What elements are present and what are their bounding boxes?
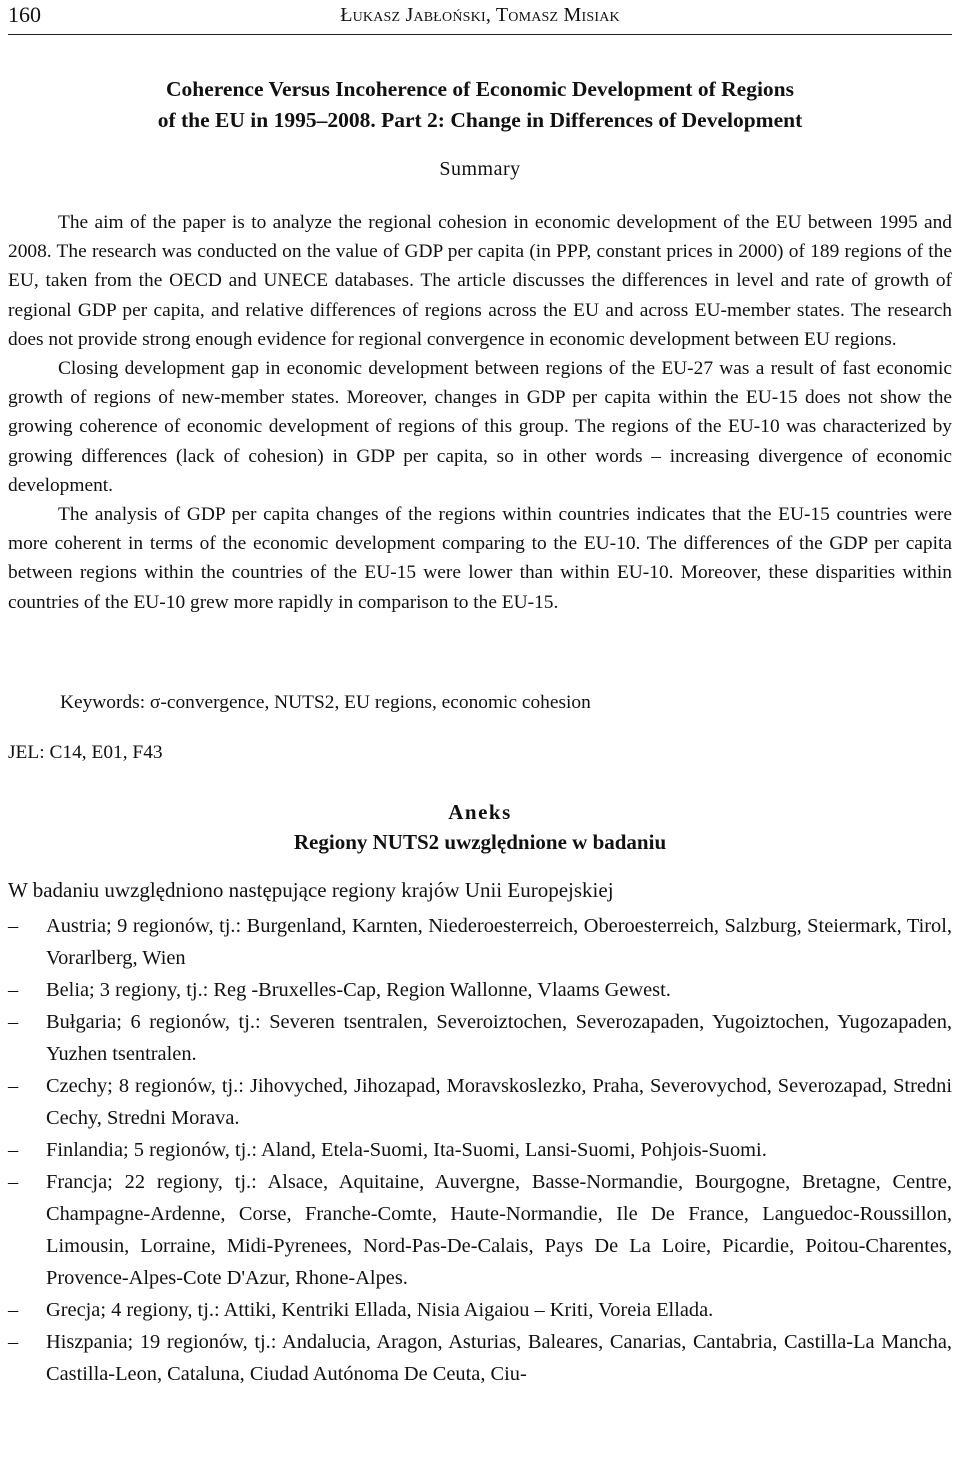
abstract [8,208,952,617]
list-item [8,1006,952,1070]
annex-intro: W badaniu uwzględniono następujące regiony krajów Unii Europejskiej [8,878,614,902]
paper-title [8,74,952,136]
region-list [8,910,952,1390]
list-item [8,1134,952,1166]
dash-bullet: – [8,1075,19,1097]
dash-bullet: – [8,1331,19,1353]
list-item-text: Czechy; 8 regionów, tj.: Jihovyched, Jihozapad, Moravskoslezko, Praha, Severovychod, Severozapad, Stredni Cechy, Stredni Morava. [46,1075,952,1129]
summary-heading: Summary [439,158,521,180]
list-item [8,974,952,1006]
dash-bullet: – [8,1299,19,1321]
list-item [8,1294,952,1326]
abstract-paragraph: The aim of the paper is to analyze the regional cohesion in economic development of the EU between 1995 and 2008. The research was conducted on the value of GDP per capita (in PPP, constant prices in 2000) of 189 regions of the EU, taken from the OECD and UNECE databases. The article discusses the differences in level and rate of growth of regional GDP per capita, and relative differences of regions across the EU and across EU-member states. The research does not provide strong enough evidence for regional convergence in economic development between EU regions. [8,212,952,350]
title-line: of the EU in 1995–2008. Part 2: Change in Differences of Development [157,108,803,132]
dash-bullet: – [8,1139,19,1161]
list-item-text: Grecja; 4 regiony, tj.: Attiki, Kentriki Ellada, Nisia Aigaiou – Kriti, Voreia Ellada. [46,1299,714,1321]
running-header [8,0,952,35]
dash-bullet: – [8,1171,19,1193]
list-item [8,1166,952,1294]
running-head-authors: Łukasz Jabłoński, Tomasz Misiak [340,4,620,26]
dash-bullet: – [8,979,19,1001]
keywords: Keywords: σ-convergence, NUTS2, EU regions, economic cohesion [60,692,591,713]
list-item-text: Francja; 22 regiony, tj.: Alsace, Aquitaine, Auvergne, Basse-Normandie, Bourgogne, Bretagne, Centre, Champagne-Ardenne, Corse, Franche-Comte, Haute-Normandie, Ile De France, Languedoc-Roussillon, Limousin, Lorraine, Midi-Pyrenees, Nord-Pas-De-Calais, Pays De La Loire, Picardie, Poitou-Charentes, Provence-Alpes-Cote D'Azur, Rhone-Alpes. [46,1171,952,1289]
list-item-text: Bułgaria; 6 regionów, tj.: Severen tsentralen, Severoiztochen, Severozapaden, Yugoiztochen, Yugozapaden, Yuzhen tsentralen. [46,1011,952,1065]
list-item-text: Hiszpania; 19 regionów, tj.: Andalucia, Aragon, Asturias, Baleares, Canarias, Cantabria, Castilla-La Mancha, Castilla-Leon, Cataluna, Ciudad Autónoma De Ceuta, Ciu- [46,1331,952,1385]
list-item [8,1070,952,1134]
annex-subtitle: Regiony NUTS2 uwzględnione w badaniu [293,830,667,854]
list-item-text: Finlandia; 5 regionów, tj.: Aland, Etela-Suomi, Ita-Suomi, Lansi-Suomi, Pohjois-Suomi. [46,1139,767,1161]
dash-bullet: – [8,915,19,937]
list-item [8,910,952,974]
abstract-paragraph: Closing development gap in economic development between regions of the EU-27 was a result of fast economic growth of regions of new-member states. Moreover, changes in GDP per capita within the EU-15 does not show the growing coherence of economic development of regions of this group. The regions of the EU-10 was characterized by growing differences (lack of cohesion) in GDP per capita, so in other words – increasing divergence of economic development. [8,358,952,496]
page-number: 160 [8,2,41,27]
jel-codes: JEL: C14, E01, F43 [8,742,163,763]
annex-title: Aneks [448,800,512,824]
list-item [8,1326,952,1390]
list-item-text: Austria; 9 regionów, tj.: Burgenland, Karnten, Niederoesterreich, Oberoesterreich, Salzburg, Steiermark, Tirol, Vorarlberg, Wien [46,915,952,969]
abstract-paragraph: The analysis of GDP per capita changes of the regions within countries indicates that the EU-15 countries were more coherent in terms of the economic development comparing to the EU-10. The differences of the GDP per capita between regions within the countries of the EU-15 were lower than within EU-10. Moreover, these disparities within countries of the EU-10 grew more rapidly in comparison to the EU-15. [8,504,952,613]
title-line: Coherence Versus Incoherence of Economic Development of Regions [165,77,794,101]
dash-bullet: – [8,1011,19,1033]
list-item-text: Belia; 3 regiony, tj.: Reg -Bruxelles-Cap, Region Wallonne, Vlaams Gewest. [46,979,671,1001]
